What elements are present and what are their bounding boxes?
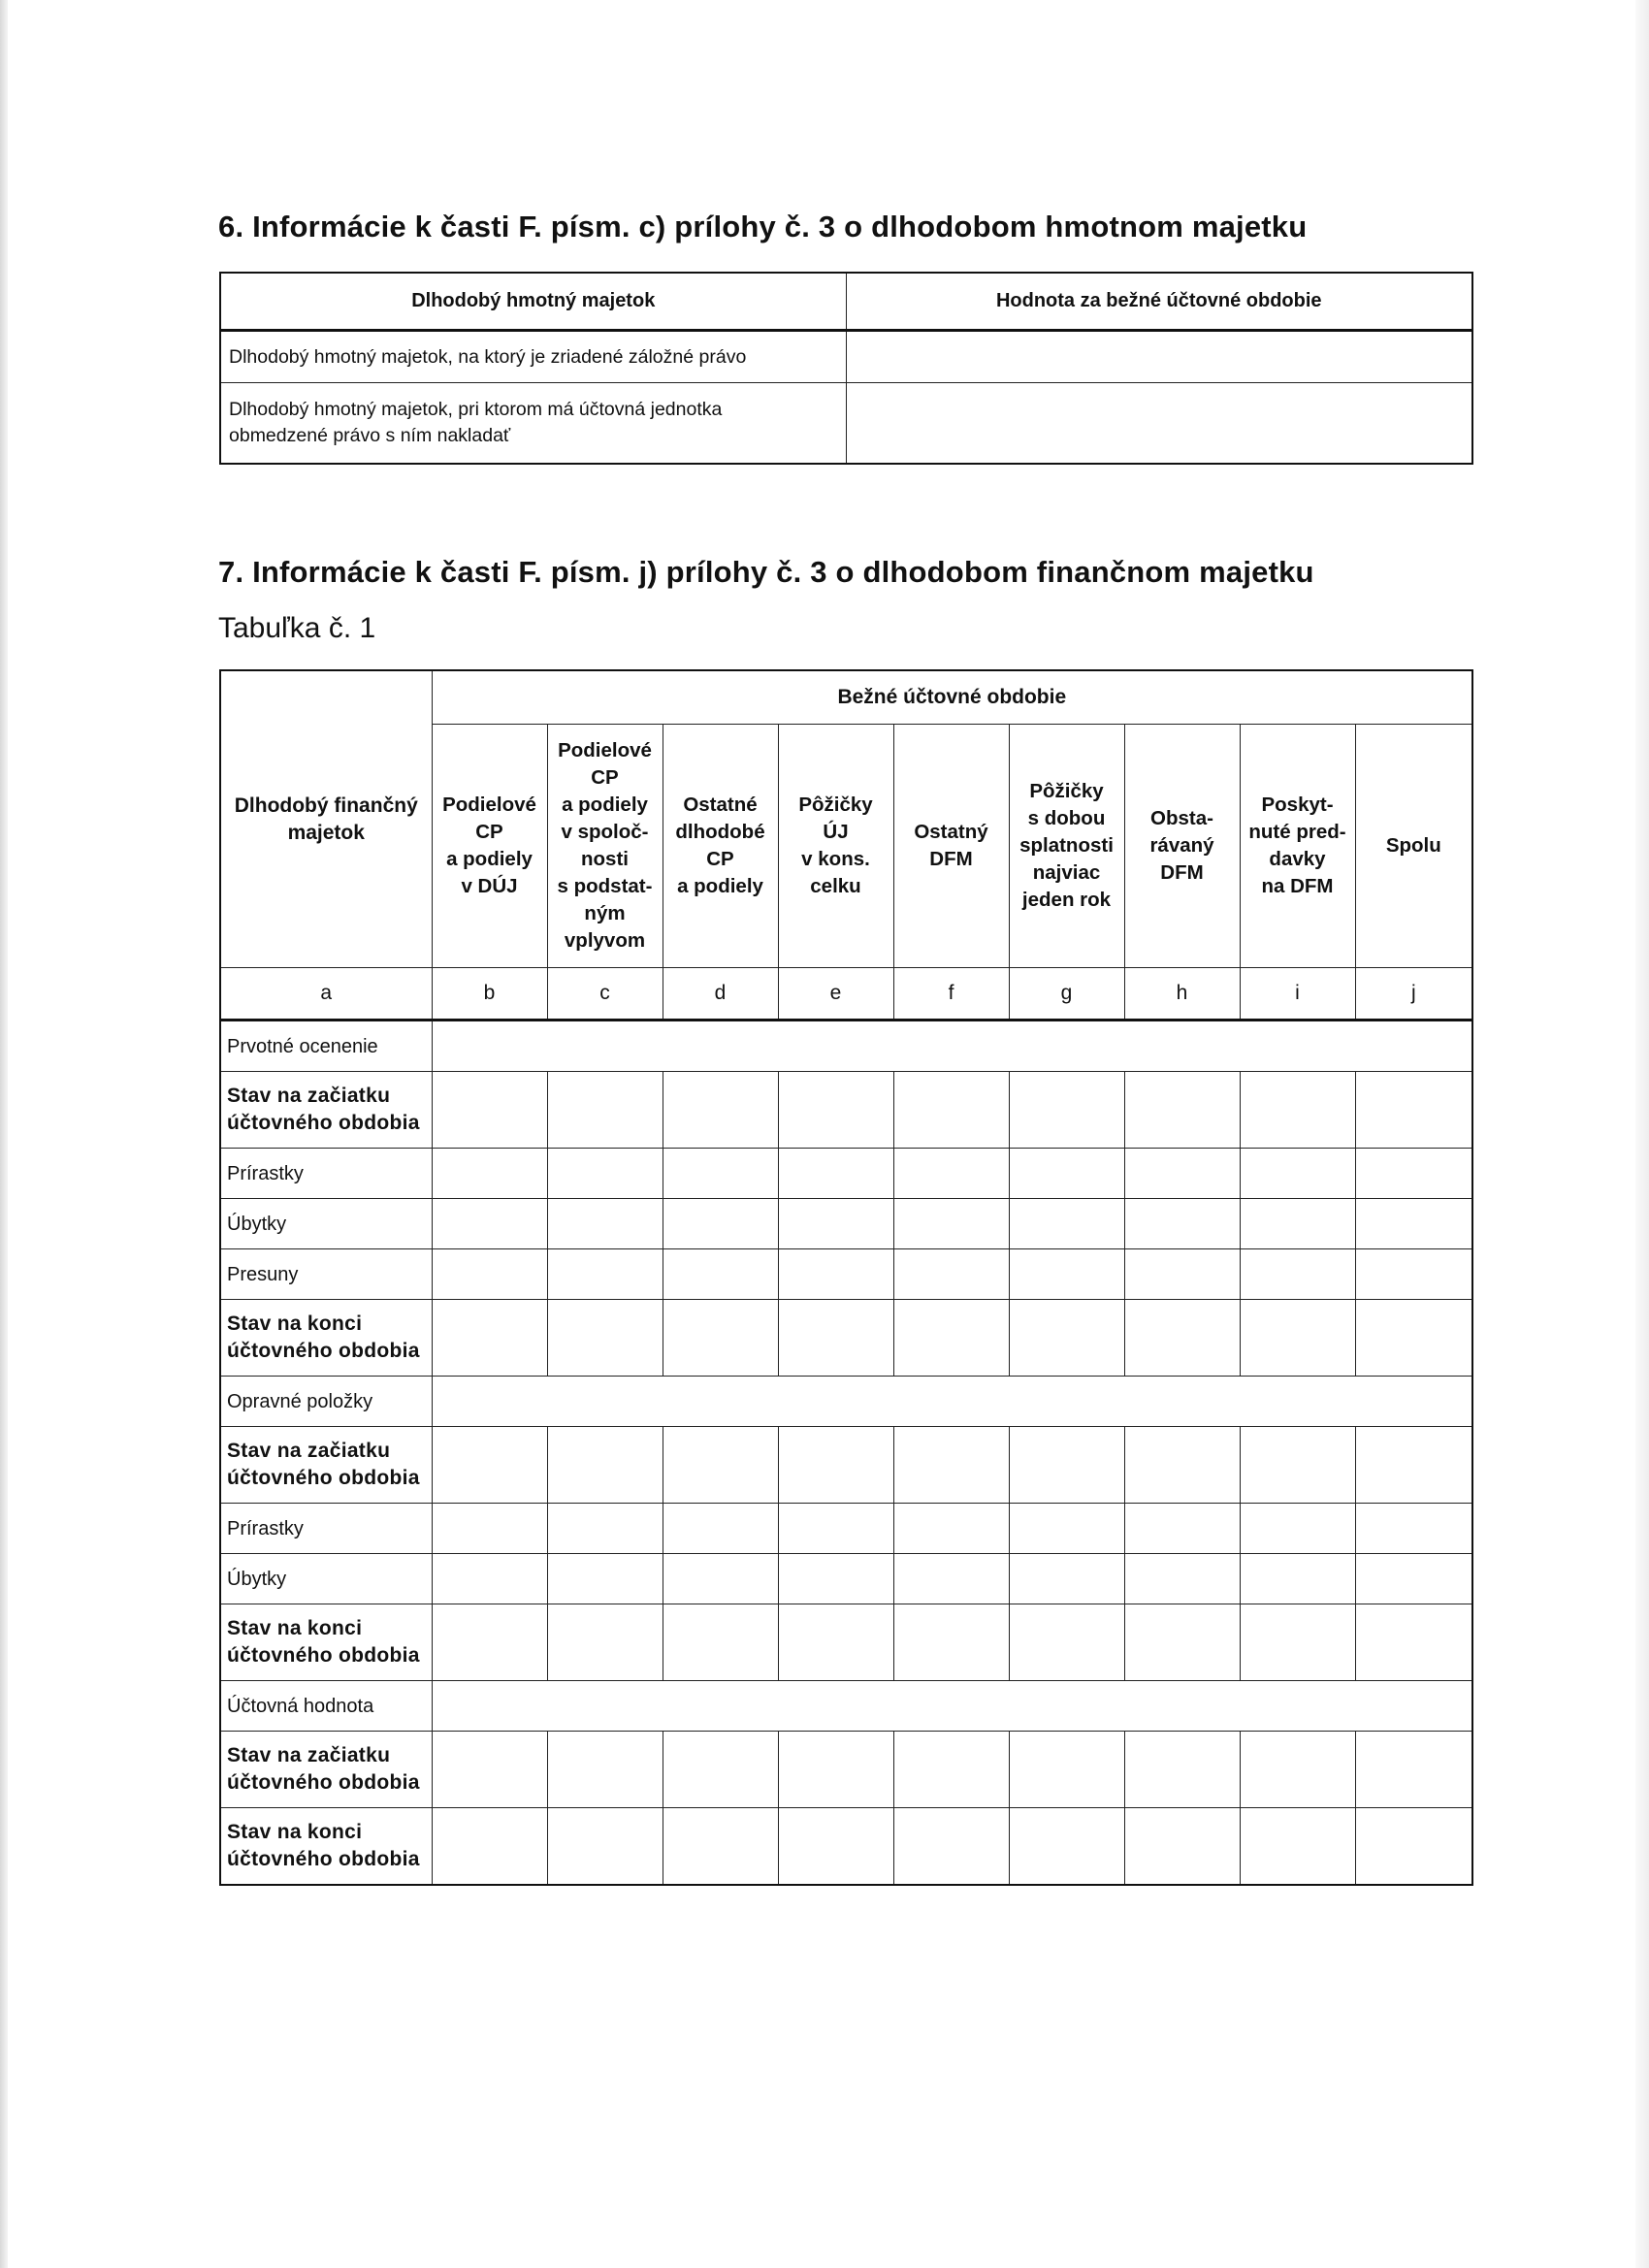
- table-row: [220, 1554, 1472, 1604]
- row-label: Prírastky: [220, 1504, 432, 1554]
- value-cell-b[interactable]: [432, 1300, 547, 1377]
- period-header: Bežné účtovné obdobie: [432, 670, 1472, 725]
- scan-edge-left: [0, 0, 8, 2268]
- value-cell-g[interactable]: [1009, 1199, 1124, 1249]
- value-cell-g[interactable]: [1009, 1504, 1124, 1554]
- value-cell-i[interactable]: [1240, 1554, 1355, 1604]
- value-cell-g[interactable]: [1009, 1554, 1124, 1604]
- row-label: Úbytky: [220, 1199, 432, 1249]
- value-cell-e[interactable]: [778, 1427, 893, 1504]
- value-cell-f[interactable]: [893, 1732, 1009, 1808]
- value-cell-g[interactable]: [1009, 1427, 1124, 1504]
- column-letter: c: [547, 968, 663, 1021]
- column-letter: b: [432, 968, 547, 1021]
- row-label: Stav na začiatku účtovného obdobia: [220, 1072, 432, 1149]
- value-cell-i[interactable]: [1240, 1604, 1355, 1681]
- value-cell-f[interactable]: [893, 1604, 1009, 1681]
- value-cell-c[interactable]: [547, 1300, 663, 1377]
- value-cell-c[interactable]: [547, 1504, 663, 1554]
- value-cell-d[interactable]: [663, 1604, 778, 1681]
- value-cell-j[interactable]: [1355, 1604, 1472, 1681]
- row-label: Stav na konci účtovného obdobia: [220, 1808, 432, 1886]
- value-cell-g[interactable]: [1009, 1149, 1124, 1199]
- value-cell-i[interactable]: [1240, 1249, 1355, 1300]
- column-letter: d: [663, 968, 778, 1021]
- column-header-label: Ostatné dlhodobé CP a podiely: [675, 794, 765, 897]
- value-cell-c[interactable]: [547, 1808, 663, 1886]
- value-cell-i[interactable]: [1240, 1808, 1355, 1886]
- value-cell-c[interactable]: [547, 1554, 663, 1604]
- value-cell-i[interactable]: [1240, 1732, 1355, 1808]
- value-cell-g[interactable]: [1009, 1300, 1124, 1377]
- column-header-value: Hodnota za bežné účtovné obdobie: [846, 273, 1472, 331]
- value-cell-f[interactable]: [893, 1554, 1009, 1604]
- table-row: [220, 1427, 1472, 1504]
- value-cell-f[interactable]: [893, 1199, 1009, 1249]
- value-cell-b[interactable]: [432, 1249, 547, 1300]
- column-header-label: Spolu: [1385, 834, 1441, 857]
- row-label: Úbytky: [220, 1554, 432, 1604]
- value-cell-e[interactable]: [778, 1199, 893, 1249]
- tangible-assets-table: [219, 272, 1473, 465]
- value-cell-d[interactable]: [663, 1808, 778, 1886]
- section-6-heading: 6. Informácie k časti F. písm. c) prílohy č. 3 o dlhodobom hmotnom majetku: [218, 210, 1308, 243]
- value-cell-h[interactable]: [1124, 1300, 1240, 1377]
- value-cell-j[interactable]: [1355, 1300, 1472, 1377]
- value-cell-i[interactable]: [1240, 1300, 1355, 1377]
- column-letter: j: [1355, 968, 1472, 1021]
- value-cell-h[interactable]: [1124, 1249, 1240, 1300]
- column-header-e: [778, 725, 893, 968]
- table-row: [220, 383, 1472, 465]
- column-header-label: Pôžičky ÚJ v kons. celku: [798, 794, 873, 897]
- row-header-financial-assets: Dlhodobý finančný majetok: [220, 670, 432, 968]
- column-header-j: [1355, 725, 1472, 968]
- value-cell-f[interactable]: [893, 1427, 1009, 1504]
- value-cell-b[interactable]: [432, 1149, 547, 1199]
- group-row: [220, 1021, 1472, 1072]
- value-cell-e[interactable]: [778, 1604, 893, 1681]
- value-cell-f[interactable]: [893, 1149, 1009, 1199]
- table-row: [220, 1072, 1472, 1149]
- table-row: [220, 1249, 1472, 1300]
- value-cell-h[interactable]: [1124, 1554, 1240, 1604]
- column-header-asset: Dlhodobý hmotný majetok: [220, 273, 846, 331]
- value-cell-j[interactable]: [1355, 1199, 1472, 1249]
- value-cell-c[interactable]: [547, 1249, 663, 1300]
- column-letter: h: [1124, 968, 1240, 1021]
- column-letter: g: [1009, 968, 1124, 1021]
- value-cell-h[interactable]: [1124, 1149, 1240, 1199]
- value-cell-i[interactable]: [1240, 1427, 1355, 1504]
- value-cell-d[interactable]: [663, 1300, 778, 1377]
- value-cell-i[interactable]: [1240, 1072, 1355, 1149]
- value-cell-j[interactable]: [1355, 1249, 1472, 1300]
- value-cell-b[interactable]: [432, 1604, 547, 1681]
- value-cell-c[interactable]: [547, 1072, 663, 1149]
- value-cell-f[interactable]: [893, 1808, 1009, 1886]
- value-cell-h[interactable]: [1124, 1604, 1240, 1681]
- group-row: [220, 1681, 1472, 1732]
- value-cell-j[interactable]: [1355, 1072, 1472, 1149]
- row-label: Dlhodobý hmotný majetok, pri ktorom má účtovná jednotka obmedzené právo s ním nakladať: [220, 383, 846, 465]
- row-label: Presuny: [220, 1249, 432, 1300]
- value-cell-b[interactable]: [432, 1554, 547, 1604]
- value-cell-d[interactable]: [663, 1427, 778, 1504]
- group-row: [220, 1377, 1472, 1427]
- value-cell-j[interactable]: [1355, 1554, 1472, 1604]
- value-cell-b[interactable]: [432, 1427, 547, 1504]
- value-cell-d[interactable]: [663, 1554, 778, 1604]
- value-cell-c[interactable]: [547, 1732, 663, 1808]
- value-cell-j[interactable]: [1355, 1427, 1472, 1504]
- value-cell-e[interactable]: [778, 1300, 893, 1377]
- value-cell[interactable]: [846, 383, 1472, 465]
- group-span-cell: [432, 1681, 1472, 1732]
- value-cell-g[interactable]: [1009, 1604, 1124, 1681]
- value-cell-i[interactable]: [1240, 1504, 1355, 1554]
- value-cell-g[interactable]: [1009, 1808, 1124, 1886]
- value-cell-d[interactable]: [663, 1249, 778, 1300]
- value-cell-h[interactable]: [1124, 1504, 1240, 1554]
- value-cell-h[interactable]: [1124, 1732, 1240, 1808]
- value-cell-d[interactable]: [663, 1149, 778, 1199]
- value-cell[interactable]: [846, 331, 1472, 383]
- column-header-label: Ostatný DFM: [914, 821, 988, 870]
- column-header-label: Podielové CP a podiely v spoloč- nosti s podstat- ným vplyvom: [557, 739, 653, 952]
- value-cell-g[interactable]: [1009, 1732, 1124, 1808]
- value-cell-d[interactable]: [663, 1072, 778, 1149]
- value-cell-h[interactable]: [1124, 1199, 1240, 1249]
- row-label: Dlhodobý hmotný majetok, na ktorý je zriadené záložné právo: [220, 331, 846, 383]
- value-cell-h[interactable]: [1124, 1808, 1240, 1886]
- column-header-b: [432, 725, 547, 968]
- value-cell-b[interactable]: [432, 1072, 547, 1149]
- column-header-i: [1240, 725, 1355, 968]
- value-cell-e[interactable]: [778, 1249, 893, 1300]
- value-cell-f[interactable]: [893, 1249, 1009, 1300]
- value-cell-c[interactable]: [547, 1604, 663, 1681]
- value-cell-f[interactable]: [893, 1300, 1009, 1377]
- value-cell-b[interactable]: [432, 1732, 547, 1808]
- value-cell-j[interactable]: [1355, 1149, 1472, 1199]
- column-header-label: Podielové CP a podiely v DÚJ: [442, 794, 536, 897]
- column-header-label: Obsta- rávaný DFM: [1149, 807, 1214, 884]
- column-header-d: [663, 725, 778, 968]
- value-cell-f[interactable]: [893, 1072, 1009, 1149]
- column-header-f: [893, 725, 1009, 968]
- value-cell-f[interactable]: [893, 1504, 1009, 1554]
- row-label: Opravné položky: [220, 1377, 432, 1427]
- column-header-g: [1009, 725, 1124, 968]
- row-label: Stav na začiatku účtovného obdobia: [220, 1427, 432, 1504]
- value-cell-g[interactable]: [1009, 1072, 1124, 1149]
- value-cell-e[interactable]: [778, 1072, 893, 1149]
- column-letter: i: [1240, 968, 1355, 1021]
- row-label: Stav na začiatku účtovného obdobia: [220, 1732, 432, 1808]
- value-cell-b[interactable]: [432, 1504, 547, 1554]
- column-header-c: [547, 725, 663, 968]
- column-header-label: Poskyt- nuté pred- davky na DFM: [1248, 794, 1346, 897]
- table-row: [220, 1808, 1472, 1886]
- section-7-heading: 7. Informácie k časti F. písm. j) prílohy č. 3 o dlhodobom finančnom majetku: [218, 555, 1314, 589]
- value-cell-c[interactable]: [547, 1149, 663, 1199]
- value-cell-h[interactable]: [1124, 1072, 1240, 1149]
- value-cell-d[interactable]: [663, 1199, 778, 1249]
- column-letters-row: [220, 968, 1472, 1021]
- group-span-cell: [432, 1377, 1472, 1427]
- financial-assets-table: [219, 669, 1473, 1886]
- row-label: Účtovná hodnota: [220, 1681, 432, 1732]
- value-cell-d[interactable]: [663, 1732, 778, 1808]
- scan-edge-right: [1635, 0, 1649, 2268]
- value-cell-i[interactable]: [1240, 1199, 1355, 1249]
- value-cell-e[interactable]: [778, 1504, 893, 1554]
- column-header-h: [1124, 725, 1240, 968]
- value-cell-c[interactable]: [547, 1427, 663, 1504]
- value-cell-i[interactable]: [1240, 1149, 1355, 1199]
- value-cell-e[interactable]: [778, 1732, 893, 1808]
- value-cell-h[interactable]: [1124, 1427, 1240, 1504]
- value-cell-g[interactable]: [1009, 1249, 1124, 1300]
- value-cell-e[interactable]: [778, 1554, 893, 1604]
- value-cell-e[interactable]: [778, 1149, 893, 1199]
- row-label: Stav na konci účtovného obdobia: [220, 1300, 432, 1377]
- table-row: [220, 331, 1472, 383]
- column-letter: a: [220, 968, 432, 1021]
- table-row: [220, 1732, 1472, 1808]
- column-letter: e: [778, 968, 893, 1021]
- table-row: [220, 1199, 1472, 1249]
- column-header-label: Pôžičky s dobou splatnosti najviac jeden rok: [1019, 780, 1114, 911]
- value-cell-j[interactable]: [1355, 1732, 1472, 1808]
- value-cell-j[interactable]: [1355, 1504, 1472, 1554]
- table-row: [220, 1149, 1472, 1199]
- group-span-cell: [432, 1021, 1472, 1072]
- value-cell-b[interactable]: [432, 1808, 547, 1886]
- table-row: [220, 1504, 1472, 1554]
- row-label: Stav na konci účtovného obdobia: [220, 1604, 432, 1681]
- value-cell-j[interactable]: [1355, 1808, 1472, 1886]
- value-cell-c[interactable]: [547, 1199, 663, 1249]
- column-letter: f: [893, 968, 1009, 1021]
- value-cell-e[interactable]: [778, 1808, 893, 1886]
- value-cell-d[interactable]: [663, 1504, 778, 1554]
- table-number-label: Tabuľka č. 1: [218, 612, 376, 644]
- row-label: Prvotné ocenenie: [220, 1021, 432, 1072]
- table-row: [220, 1604, 1472, 1681]
- value-cell-b[interactable]: [432, 1199, 547, 1249]
- row-label: Prírastky: [220, 1149, 432, 1199]
- table-row: [220, 1300, 1472, 1377]
